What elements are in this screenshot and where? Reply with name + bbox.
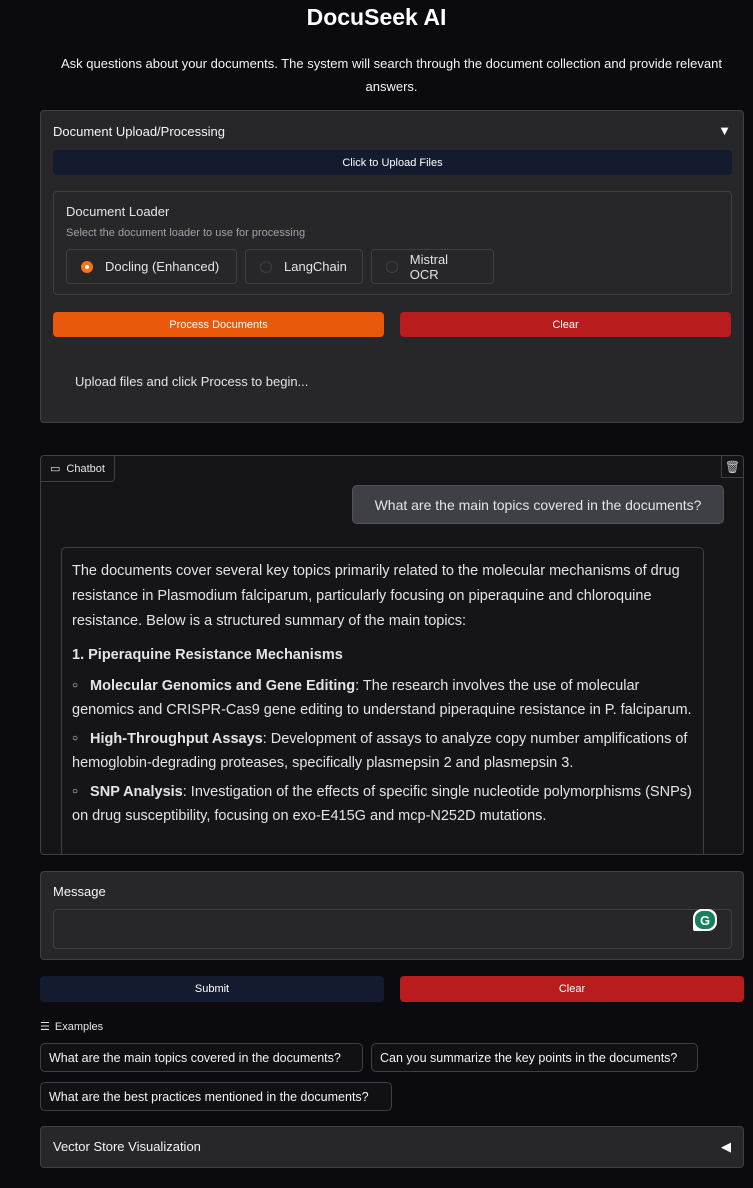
list-item <box>72 675 693 721</box>
item-title: Molecular Genomics and Gene Editing <box>90 678 356 694</box>
radio-selected-icon[interactable] <box>81 261 93 273</box>
radio-unselected-icon[interactable] <box>260 261 272 273</box>
message-input[interactable] <box>53 909 732 949</box>
panel-title[interactable]: Document Upload/Processing <box>53 124 225 139</box>
app-title: DocuSeek AI <box>306 4 447 30</box>
bot-message <box>61 547 704 855</box>
item-text: : Development of assays to analyze copy number amplifications of hemoglobin-degrading proteases, specifically plasmepsin 2 and plasmepsin 3. <box>72 731 688 771</box>
list-item <box>72 781 693 827</box>
document-upload-panel <box>40 110 744 423</box>
radio-label: Docling (Enhanced) <box>105 259 220 274</box>
loader-label: Document Loader <box>66 204 170 219</box>
message-panel <box>40 871 744 960</box>
collapse-triangle-icon[interactable]: ▼ <box>718 123 731 138</box>
trash-icon[interactable]: 🗑 <box>721 456 743 478</box>
process-documents-button[interactable]: Process Documents <box>53 312 384 337</box>
loader-info: Select the document loader to use for processing <box>66 227 306 239</box>
upload-files-button[interactable]: Click to Upload Files <box>53 150 732 175</box>
panel-title[interactable]: Vector Store Visualization <box>53 1139 201 1154</box>
list-icon: ☰ <box>40 1021 50 1033</box>
app-description: Ask questions about your documents. The system will search through the document collection and provide relevant answers. <box>61 56 722 94</box>
clear-upload-button[interactable]: Clear <box>400 312 731 337</box>
vector-store-panel[interactable] <box>40 1126 744 1168</box>
radio-label: Mistral OCR <box>409 251 449 282</box>
bot-intro: The documents cover several key topics primarily related to the molecular mechanisms of drug resistance in Plasmodium falciparum, particularly focusing on piperaquine and chloroquine resistance. Below is a structured summary of the main topics: <box>72 563 680 629</box>
examples-label-text: Examples <box>54 1020 104 1033</box>
clear-chat-button[interactable]: Clear <box>400 976 744 1002</box>
example-chip[interactable]: Can you summarize the key points in the documents? <box>371 1043 698 1072</box>
user-message: What are the main topics covered in the documents? <box>352 485 724 524</box>
grammarly-icon[interactable]: G <box>693 909 717 931</box>
chat-icon: ▭ <box>50 463 61 475</box>
status-text: Upload files and click Process to begin... <box>75 374 309 389</box>
expand-triangle-icon[interactable]: ◀ <box>721 1139 731 1154</box>
chatbot-label-text: Chatbot <box>66 462 105 475</box>
list-item <box>72 728 693 774</box>
radio-langchain[interactable] <box>245 249 363 284</box>
chatbot-panel[interactable] <box>40 455 744 855</box>
example-chip[interactable]: What are the best practices mentioned in the documents? <box>40 1082 392 1111</box>
radio-docling[interactable] <box>66 249 237 284</box>
examples-label <box>40 1020 103 1033</box>
chatbot-label <box>41 456 115 482</box>
example-chip[interactable]: What are the main topics covered in the documents? <box>40 1043 363 1072</box>
item-text: : Investigation of the effects of specific single nucleotide polymorphisms (SNPs) on drug susceptibility, focusing on exo-E415G and mcp-N252D mutations. <box>72 784 692 824</box>
item-title: High-Throughput Assays <box>90 731 263 747</box>
submit-button[interactable]: Submit <box>40 976 384 1002</box>
item-text: : The research involves the use of molecular genomics and CRISPR-Cas9 gene editing to understand piperaquine resistance in P. falciparum. <box>72 678 692 718</box>
radio-mistral-ocr[interactable] <box>371 249 494 284</box>
bot-heading: 1. Piperaquine Resistance Mechanisms <box>72 647 343 663</box>
radio-label: LangChain <box>284 259 347 274</box>
radio-unselected-icon[interactable] <box>386 261 398 273</box>
message-label: Message <box>53 884 106 899</box>
item-title: SNP Analysis <box>90 784 183 800</box>
document-loader-group <box>53 191 732 295</box>
